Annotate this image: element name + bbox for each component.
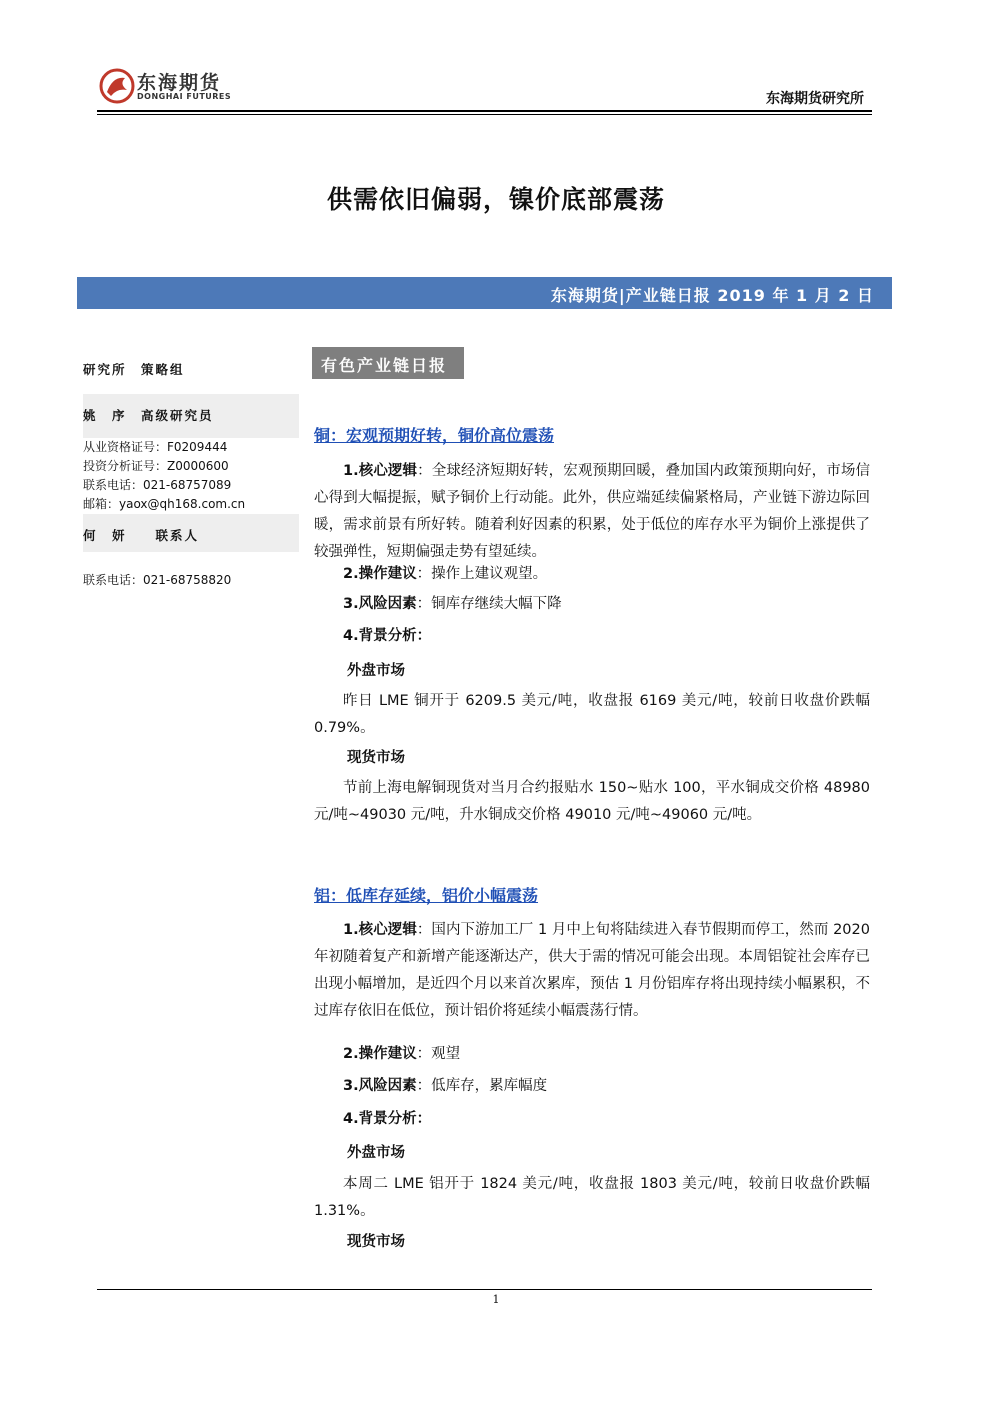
- analyst1-phone: 联系电话：021-68757089: [83, 478, 232, 492]
- analyst1-invest-cert: 投资分析证号：Z0000600: [83, 459, 229, 473]
- aluminum-external-market-text: 本周二 LME 铝开于 1824 美元/吨，收盘报 1803 美元/吨，较前日收盘价跌幅 1.31%。: [314, 1176, 870, 1219]
- copper-advice: [314, 561, 870, 588]
- copper-advice-label: 2.操作建议: [343, 566, 417, 582]
- copper-risk-text: ：铜库存继续大幅下降: [416, 596, 562, 612]
- aluminum-bg-label: 4.背景分析: [343, 1111, 417, 1127]
- logo-text-en: DONGHAI FUTURES: [137, 92, 232, 101]
- analyst2-phone: 联系电话：021-68758820: [83, 573, 232, 587]
- page-number: 1: [492, 1293, 500, 1306]
- analyst2-name: 何 妍 联系人: [83, 528, 200, 543]
- copper-risk: [314, 591, 870, 618]
- copper-section-title[interactable]: 铜：宏观预期好转，铜价高位震荡: [314, 426, 555, 445]
- aluminum-external-market-heading: 外盘市场: [347, 1145, 405, 1161]
- aluminum-spot-market-heading: 现货市场: [347, 1234, 405, 1250]
- aluminum-logic-text: ：国内下游加工厂 1 月中上旬将陆续进入春节假期而停工，然而 2020 年初随着复产和新增产能逐渐达产，供大于需的情况可能会出现。本周铝锭社会库存已出现小幅增加，是近四个月以来首次累库，预估 1 月份铝库存将出现持续小幅累积，不过库存依旧在低位，预计铝价将延续小幅震荡行情。: [314, 922, 870, 1019]
- logo-text-cn: 东海期货: [137, 72, 222, 94]
- copper-bg-label: 4.背景分析: [343, 628, 417, 644]
- aluminum-background: [314, 1106, 870, 1133]
- copper-external-market-heading: 外盘市场: [347, 663, 405, 679]
- copper-core-logic: [314, 458, 870, 566]
- aluminum-core-logic: [314, 917, 870, 1025]
- analyst1-name: 姚 序 高级研究员: [83, 408, 214, 423]
- copper-risk-label: 3.风险因素: [343, 596, 417, 612]
- aluminum-advice-label: 2.操作建议: [343, 1046, 417, 1062]
- aluminum-section-title[interactable]: 铝：低库存延续，铝价小幅震荡: [314, 886, 539, 905]
- aluminum-bg-colon: ：: [416, 1111, 432, 1127]
- copper-spot-market-heading: 现货市场: [347, 750, 405, 766]
- copper-logic-label: 1.核心逻辑: [343, 463, 418, 479]
- copper-spot-market-text: 节前上海电解铜现货对当月合约报贴水 150~贴水 100，平水铜成交价格 48980 元/吨~49030 元/吨，升水铜成交价格 49010 元/吨~49060 元/吨。: [314, 780, 870, 823]
- section-tag: [312, 347, 464, 379]
- donghai-logo: [97, 66, 237, 110]
- aluminum-logic-label: 1.核心逻辑: [343, 922, 417, 938]
- footer-divider: [97, 1289, 872, 1290]
- copper-bg-colon: ：: [416, 628, 432, 644]
- aluminum-risk: [314, 1073, 870, 1100]
- page-title: 供需依旧偏弱，镍价底部震荡: [326, 185, 665, 214]
- dragon-logo-icon: [97, 66, 137, 106]
- section-tag-text: 有色产业链日报: [321, 356, 448, 375]
- aluminum-risk-text: ：低库存，累库幅度: [416, 1078, 548, 1094]
- aluminum-risk-label: 3.风险因素: [343, 1078, 417, 1094]
- copper-advice-text: ：操作上建议观望。: [416, 566, 548, 582]
- copper-background: [314, 623, 870, 650]
- copper-external-market-text: 昨日 LME 铜开于 6209.5 美元/吨，收盘报 6169 美元/吨，较前日收盘价跌幅 0.79%。: [314, 693, 870, 736]
- institute-name: 东海期货研究所: [766, 91, 864, 107]
- copper-logic-text: ：全球经济短期好转，宏观预期回暖，叠加国内政策预期向好，市场信心得到大幅提振，赋予铜价上行动能。此外，供应端延续偏紧格局，产业链下游边际回暖，需求前景有所好转。随着利好因素的积累，处于低位的库存水平为铜价上涨提供了较强弹性，短期偏强走势有望延续。: [314, 463, 870, 560]
- analyst1-cert: 从业资格证号：F0209444: [83, 440, 228, 454]
- banner-text: 东海期货|产业链日报 2019 年 1 月 2 日: [550, 286, 874, 305]
- analyst1-email[interactable]: 邮箱：yaox@qh168.com.cn: [83, 497, 246, 511]
- header-divider: [97, 110, 872, 115]
- research-group: 研究所 策略组: [83, 362, 185, 377]
- report-banner: [77, 277, 892, 309]
- aluminum-advice: [314, 1041, 870, 1068]
- aluminum-advice-text: ：观望: [416, 1046, 461, 1062]
